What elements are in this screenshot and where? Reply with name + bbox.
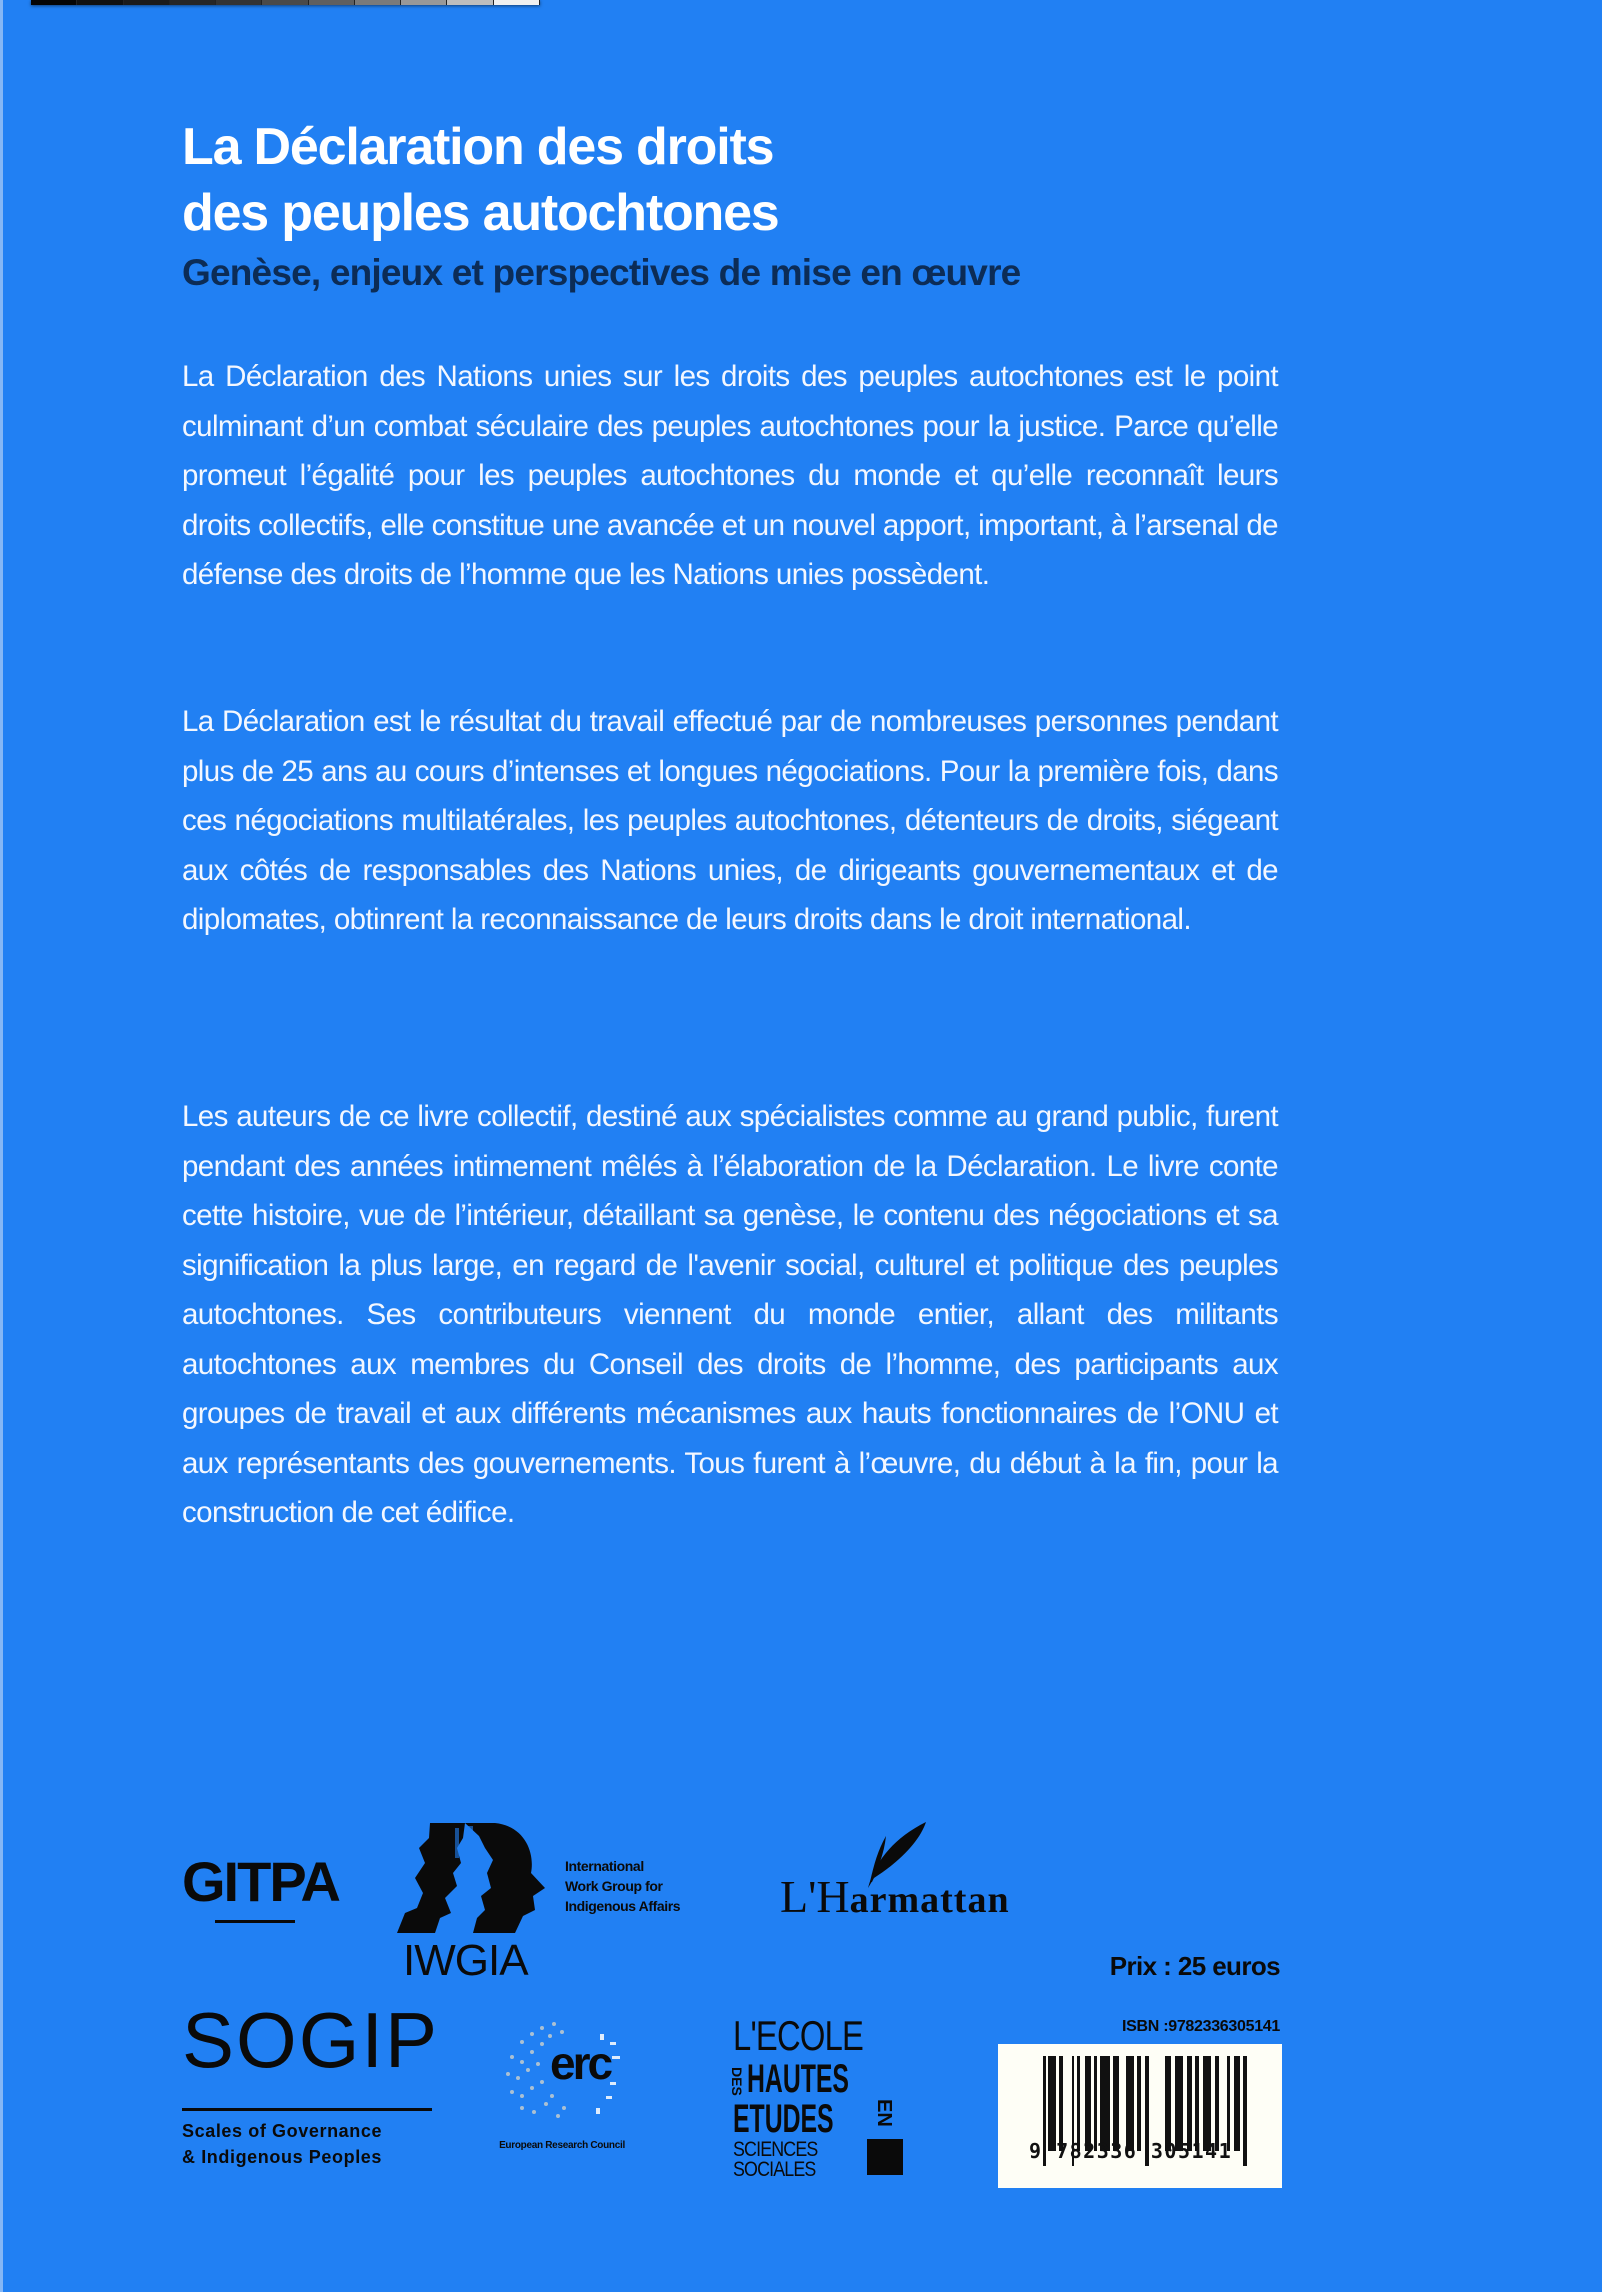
- gitpa-wordmark: GITPA: [182, 1850, 339, 1913]
- page-edge: [0, 0, 3, 2292]
- sogip-description: [182, 2118, 462, 2170]
- erc-logo: [462, 2012, 662, 2162]
- iwgia-description: [565, 1856, 745, 1916]
- ehess-line-4: SCIENCES: [733, 2138, 818, 2161]
- calibration-swatch: [447, 0, 493, 5]
- calibration-swatch: [262, 0, 308, 5]
- calibration-swatch: [309, 0, 355, 5]
- erc-description: European Research Council: [499, 2140, 625, 2151]
- blurb-paragraph-1: La Déclaration des Nations unies sur les droits des peuples autochtones est le point culminant d’un combat séculaire des peuples autochtones pour la justice. Parce qu’elle promeut l’égalité pour les peuples autochtones du monde et qu’elle reconnaît leurs droits collectifs, elle constitue une avancée et un nouvel apport, important, à l’arsenal de défense des droits de l’homme que les Nations unies possèdent.: [182, 360, 1278, 591]
- harmattan-prefix: L'H: [780, 1871, 850, 1922]
- blurb-paragraph-3: Les auteurs de ce livre collectif, destiné aux spécialistes comme au grand public, furent pendant des années intimement mêlés à l’élaboration de la Déclaration. Le livre conte cette histoire, vue de l’intérieur, détaillant sa genèse, le contenu des négociations et sa signification la plus large, en regard de l'avenir social, culturel et politique des peuples autochtones. Ses contributeurs viennent du monde entier, allant des militants autochtones aux membres du Conseil des droits de l’homme, des participants aux groupes de travail et aux différents mécanismes aux hauts fonctionnaires de l’ONU et aux représentants des gouvernements. Tous furent à l’œuvre, du début à la fin, pour la construction de cet édifice.: [182, 1100, 1278, 1529]
- iwgia-desc-line: International: [565, 1858, 644, 1874]
- calibration-swatch: [170, 0, 216, 5]
- gitpa-logo: [182, 1852, 339, 1912]
- iwgia-wordmark: IWGIA: [403, 1936, 528, 1985]
- isbn-label: ISBN :9782336305141: [1122, 2018, 1280, 2035]
- book-subtitle: Genèse, enjeux et perspectives de mise en œuvre: [182, 252, 1021, 293]
- sogip-desc-line: Scales of Governance: [182, 2121, 383, 2141]
- sogip-wordmark: SOGIP: [182, 1996, 440, 2084]
- ehess-line-5: SOCIALES: [733, 2158, 816, 2181]
- barcode-digits: 9 782336 305141: [1029, 2139, 1233, 2163]
- iwgia-logo: [395, 1818, 735, 1988]
- calibration-swatch: [124, 0, 170, 5]
- sogip-rule: [182, 2108, 432, 2111]
- gitpa-underline: [215, 1920, 295, 1923]
- ehess-line-1: L'ECOLE: [733, 2012, 864, 2059]
- ehess-des: DES: [729, 2067, 745, 2096]
- calibration-swatch: [494, 0, 540, 5]
- ehess-logo: [729, 2012, 908, 2185]
- calibration-swatch: [77, 0, 123, 5]
- calibration-strip: [31, 0, 540, 5]
- iwgia-desc-line: Work Group for: [565, 1878, 663, 1894]
- calibration-swatch: [401, 0, 447, 5]
- title-line-2: des peuples autochtones: [182, 184, 779, 242]
- calibration-swatch: [355, 0, 401, 5]
- iwgia-faces-icon: [395, 1818, 555, 1936]
- calibration-swatch: [31, 0, 77, 5]
- ehess-line-2: HAUTES: [747, 2057, 849, 2101]
- harmattan-wordmark: [780, 1872, 1010, 1925]
- ehess-line-3: ETUDES: [733, 2097, 834, 2141]
- ehess-en: EN: [873, 2099, 895, 2127]
- ehess-square: [867, 2139, 903, 2175]
- blurb-paragraph-2: La Déclaration est le résultat du travail effectué par de nombreuses personnes pendant plus de 25 ans au cours d’intenses et longues négociations. Pour la première fois, dans ces négociations multilatérales, les peuples autochtones, détenteurs de droits, siégeant aux côtés de responsables des Nations unies, de dirigeants gouvernementaux et de diplomates, obtinrent la reconnaissance de leurs droits dans le droit international.: [182, 705, 1278, 936]
- iwgia-desc-line: Indigenous Affairs: [565, 1898, 681, 1914]
- price-label: Prix : 25 euros: [1109, 1951, 1280, 1981]
- harmattan-rest: armattan: [849, 1879, 1010, 1921]
- title-line-1: La Déclaration des droits: [182, 118, 774, 176]
- sogip-logo: [182, 1996, 442, 2170]
- erc-wordmark: erc: [550, 2037, 611, 2089]
- book-title: [182, 114, 1282, 246]
- sogip-desc-line: & Indigenous Peoples: [182, 2147, 383, 2167]
- barcode: [998, 2044, 1282, 2188]
- harmattan-logo: [780, 1820, 1060, 1920]
- calibration-swatch: [216, 0, 262, 5]
